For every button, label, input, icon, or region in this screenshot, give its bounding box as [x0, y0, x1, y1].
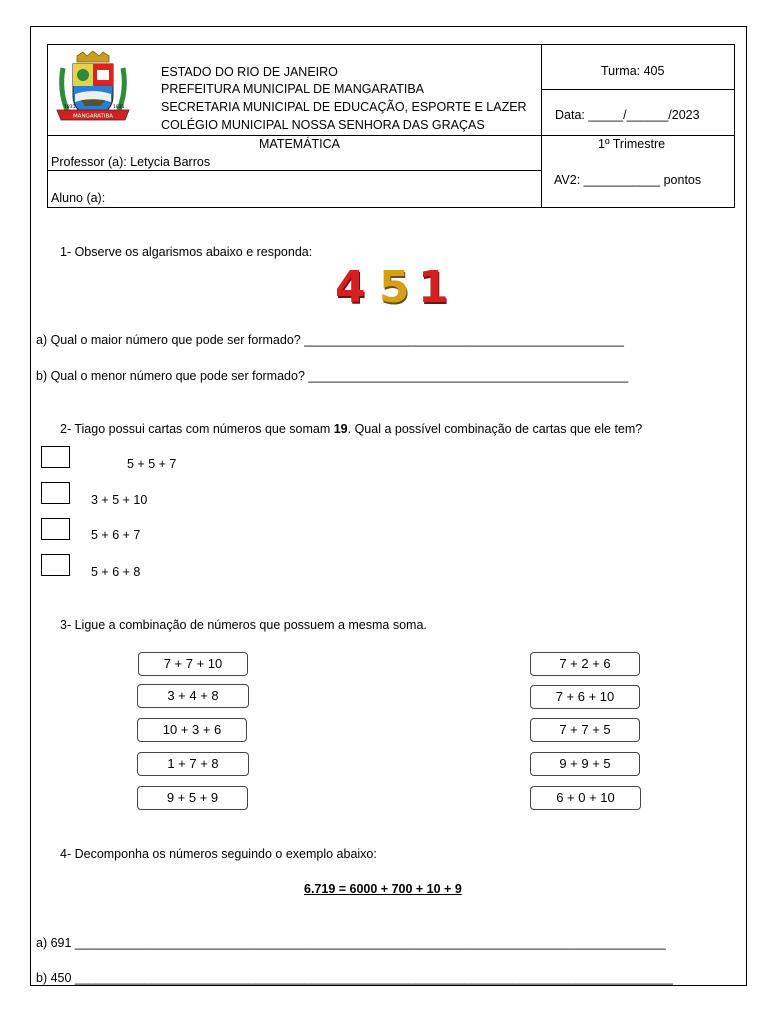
coat-of-arms-logo: [53, 50, 133, 128]
header-student: Aluno (a):: [51, 191, 106, 205]
q4-example: 6.719 = 6000 + 700 + 10 + 9: [304, 882, 462, 896]
q2-option-4-checkbox[interactable]: [41, 554, 70, 576]
q3-left-card-5[interactable]: 9 + 5 + 9: [137, 786, 248, 810]
header-class: Turma: 405: [601, 64, 665, 78]
q3-left-card-2[interactable]: 3 + 4 + 8: [137, 684, 249, 708]
q1-question-b: b) Qual o menor número que pode ser formado? ______________________________________________: [36, 369, 629, 383]
q2-option-1-checkbox[interactable]: [41, 446, 70, 468]
q2-option-2-label: 3 + 5 + 10: [91, 493, 148, 507]
q1-digit-1: 1: [418, 262, 449, 313]
q3-right-card-4[interactable]: 9 + 9 + 5: [530, 752, 640, 776]
header-divider-vertical: [541, 44, 542, 208]
q2-option-3-checkbox[interactable]: [41, 518, 70, 540]
q4-question-a: a) 691 _____________________________________________________________________________________: [36, 936, 666, 950]
header-state: ESTADO DO RIO DE JANEIRO: [161, 65, 338, 79]
q1-question-a: a) Qual o maior número que pode ser formado? ______________________________________________: [36, 333, 624, 347]
seal-year-left: 1831: [64, 105, 76, 110]
header-line-right-1: [541, 89, 735, 90]
q3-right-card-1[interactable]: 7 + 2 + 6: [530, 652, 640, 676]
header-line-2: [47, 170, 541, 171]
q1-digit-5: 5: [379, 262, 410, 313]
q2-option-3-label: 5 + 6 + 7: [91, 528, 141, 542]
q2-option-2-checkbox[interactable]: [41, 482, 70, 504]
q1-digit-4: 4: [335, 262, 366, 313]
header-date: Data: _____/______/2023: [555, 108, 700, 122]
seal-banner-text: MANGARATIBA: [72, 113, 114, 120]
seal-year-right: 1831: [113, 105, 125, 110]
q3-right-card-3[interactable]: 7 + 7 + 5: [530, 718, 640, 742]
q2-option-1-label: 5 + 5 + 7: [127, 457, 177, 471]
header-term: 1º Trimestre: [598, 137, 666, 151]
q3-prompt: 3- Ligue a combinação de números que possuem a mesma soma.: [60, 618, 427, 632]
q2-option-4-label: 5 + 6 + 8: [91, 565, 141, 579]
q2-prompt-text-end: . Qual a possível combinação de cartas que ele tem?: [347, 422, 643, 436]
q1-prompt: 1- Observe os algarismos abaixo e responda:: [60, 245, 313, 259]
header-score: AV2: ___________ pontos: [554, 173, 702, 187]
header-teacher: Professor (a): Letycia Barros: [51, 155, 211, 169]
header-secretariat: SECRETARIA MUNICIPAL DE EDUCAÇÃO, ESPORTE E LAZER: [161, 100, 527, 114]
header-prefecture: PREFEITURA MUNICIPAL DE MANGARATIBA: [161, 82, 425, 96]
q3-left-card-4[interactable]: 1 + 7 + 8: [137, 752, 249, 776]
q4-question-b: b) 450 ______________________________________________________________________________________: [36, 971, 673, 985]
q2-prompt-number: 19: [333, 422, 348, 436]
q3-left-card-1[interactable]: 7 + 7 + 10: [138, 652, 248, 676]
header-subject: MATEMÁTICA: [259, 137, 341, 151]
header-line-1: [47, 135, 541, 136]
q3-right-card-2[interactable]: 7 + 6 + 10: [530, 685, 640, 709]
q2-prompt: [60, 422, 642, 436]
q3-right-card-5[interactable]: 6 + 0 + 10: [530, 786, 641, 810]
q3-left-card-3[interactable]: 10 + 3 + 6: [137, 718, 247, 742]
header-line-right-2: [541, 135, 735, 136]
header-school: COLÉGIO MUNICIPAL NOSSA SENHORA DAS GRAÇAS: [161, 118, 485, 132]
q4-prompt: 4- Decomponha os números seguindo o exemplo abaixo:: [60, 847, 377, 861]
q2-prompt-text: 2- Tiago possui cartas com números que somam: [60, 422, 334, 436]
